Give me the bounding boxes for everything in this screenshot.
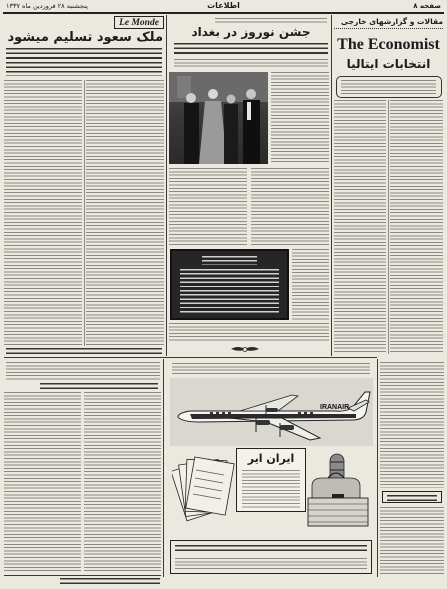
ad-contact-text <box>175 558 367 570</box>
subheading-box <box>382 491 442 503</box>
column-rule <box>163 359 164 577</box>
fuselage-lettering: IRANAIR <box>320 404 350 411</box>
notice-text <box>180 269 279 313</box>
ticket-fan-illustration <box>172 450 236 522</box>
column-gutter <box>84 80 85 346</box>
article-text-column <box>84 392 161 572</box>
ornamental-notice-box <box>170 249 289 320</box>
article-headline-line <box>40 383 158 389</box>
article-text-column <box>4 80 82 346</box>
article-text-column <box>380 362 444 488</box>
article-text-block <box>169 323 329 343</box>
article-text-column <box>380 507 444 575</box>
masthead: اطلاعات <box>207 1 240 10</box>
ad-contact-line <box>175 545 367 554</box>
article-footer-line <box>6 348 162 354</box>
article-text-column <box>390 100 443 354</box>
article-text-column <box>271 72 329 164</box>
news-photo <box>169 72 268 164</box>
photo-figures <box>169 72 268 164</box>
article-text-column <box>292 249 329 320</box>
article-text-column <box>334 100 386 354</box>
airliner-illustration <box>170 378 373 446</box>
article-text-column <box>86 80 164 346</box>
ad-brand-name: ایران ایر <box>247 452 295 465</box>
article-text-column <box>169 168 247 246</box>
article-subhead <box>6 48 162 76</box>
ad-bottom-band <box>170 540 372 574</box>
subheading-line <box>387 495 437 501</box>
article-headline-italy: انتخابات ایتالیا <box>346 57 431 71</box>
article-subhead <box>174 43 328 56</box>
article-headline-baghdad: جشن نوروز در بغداد <box>191 25 311 39</box>
intro-text <box>341 80 436 94</box>
column-gutter <box>388 100 389 354</box>
ad-brand-text <box>242 470 300 508</box>
column-rule <box>331 15 332 356</box>
luggage-illustration <box>306 452 374 528</box>
section-rule <box>4 357 377 358</box>
article-text-column <box>4 392 81 572</box>
column-rule <box>377 359 378 577</box>
footer-line <box>60 578 160 584</box>
source-logo-economist: The Economist <box>337 36 440 53</box>
article-headline-saud: ملک سعود تسلیم میشود <box>7 30 163 45</box>
article-text-block <box>6 362 160 380</box>
issue-date: پنجشنبه ۲۸ فروردین ماه ۱۳۳۷ <box>6 2 88 10</box>
article-text-column <box>251 168 329 246</box>
column-rule <box>166 15 167 356</box>
section-label: مقالات و گزارشهای خارجی <box>334 17 443 29</box>
photo-caption <box>174 59 328 69</box>
page-number: صفحه ۸ <box>413 2 441 10</box>
footer-rule <box>4 575 161 576</box>
kicker-line <box>215 18 327 23</box>
winged-logo-icon <box>230 344 260 355</box>
header-rule <box>3 12 444 14</box>
source-logo-lemonde: Le Monde <box>114 16 164 29</box>
article-intro-box <box>336 76 442 98</box>
ad-top-text <box>172 363 370 375</box>
notice-title <box>202 256 257 265</box>
